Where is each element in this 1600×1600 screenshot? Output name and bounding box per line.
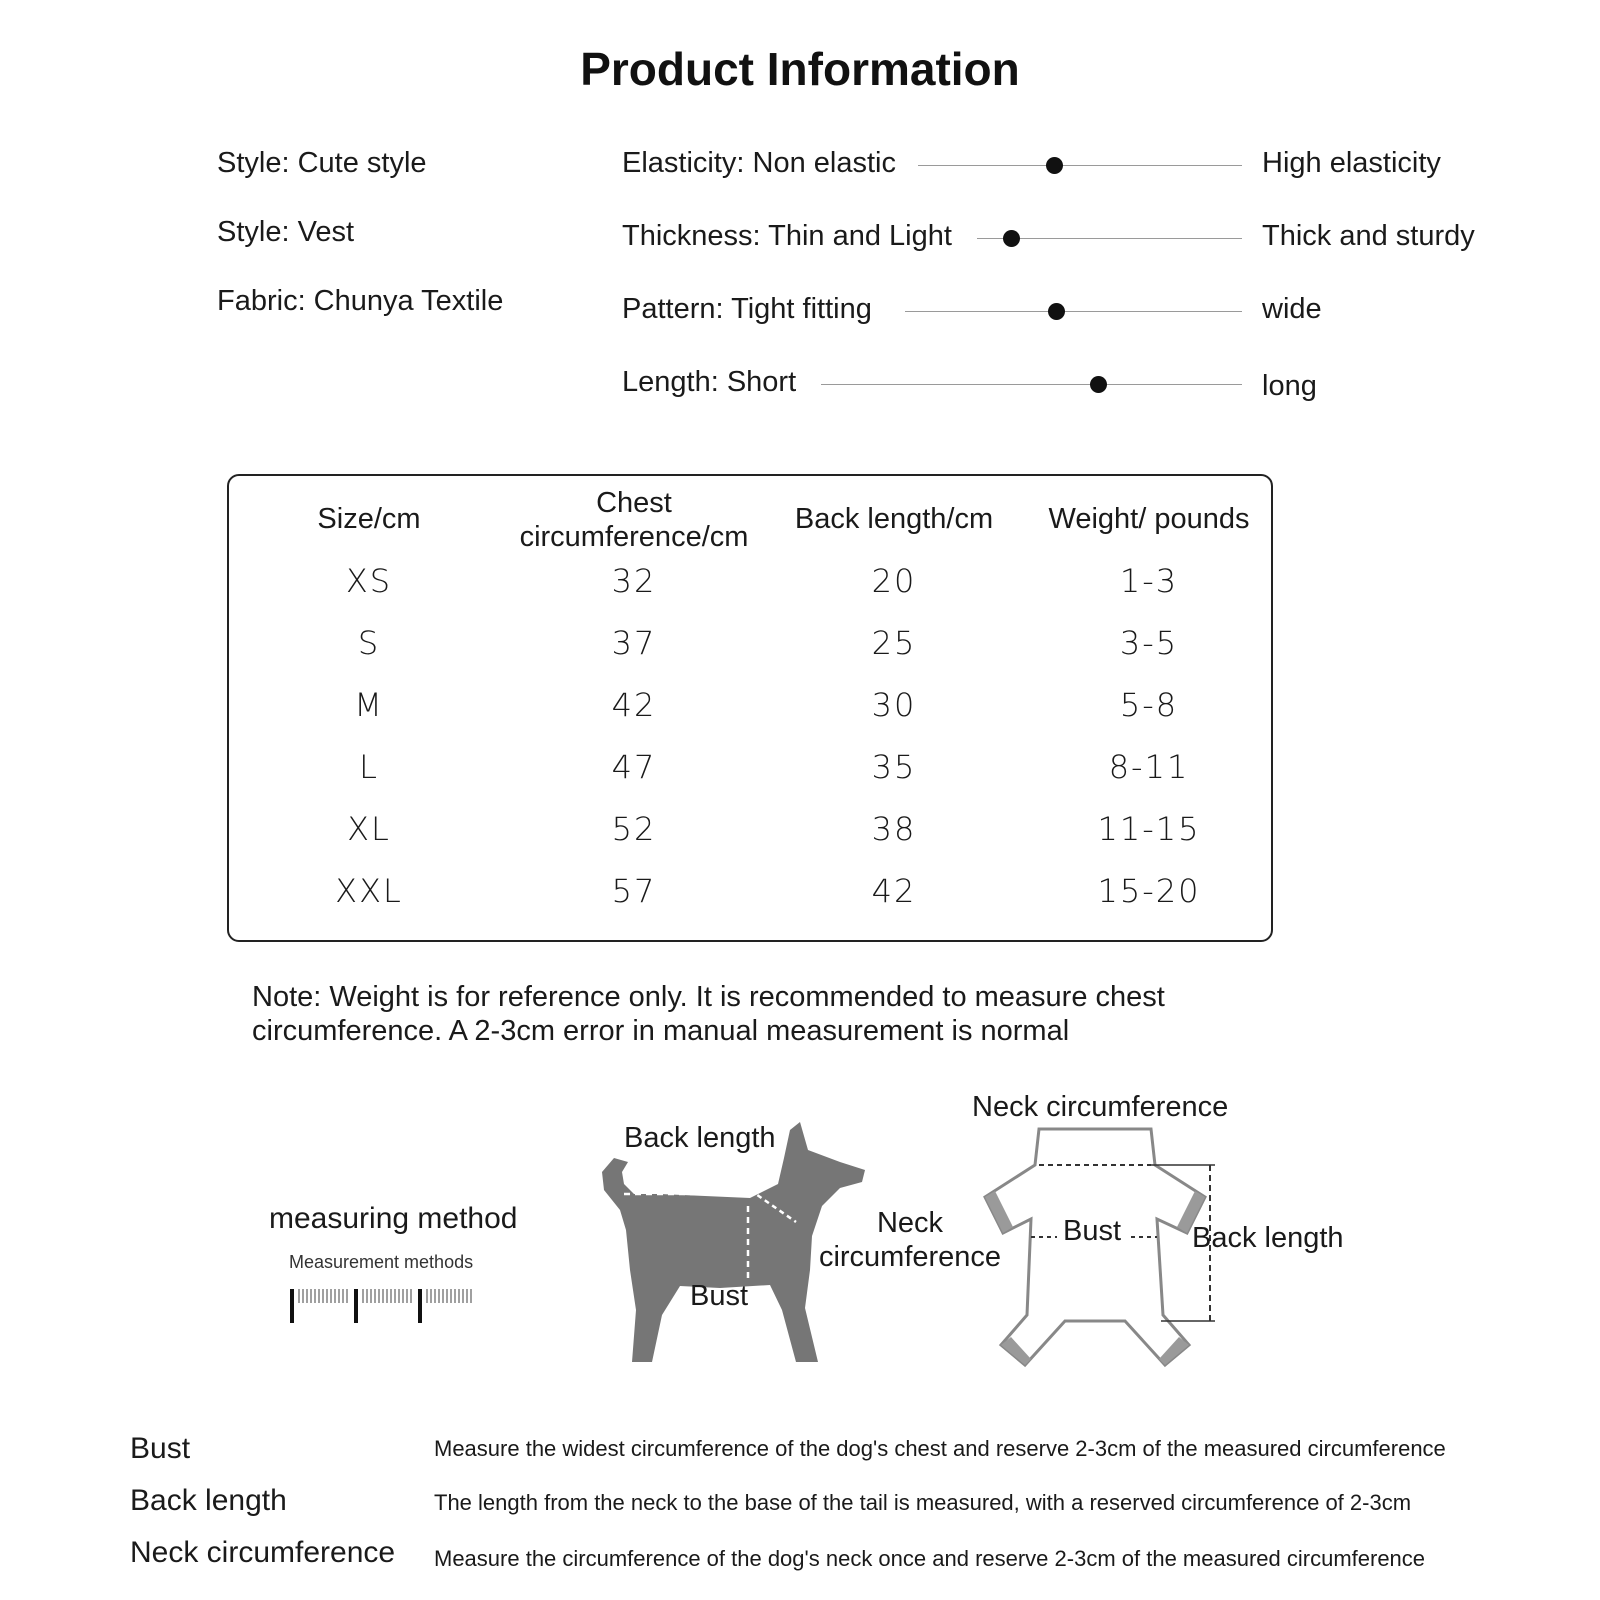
- attribute-style-cute: Style: Cute style: [217, 147, 427, 179]
- dog-back-length-label: Back length: [624, 1122, 776, 1154]
- scale-indicator: [1003, 230, 1020, 247]
- scale-indicator: [1048, 303, 1065, 320]
- cell-size: L: [359, 748, 379, 786]
- column-header-size: Size/cm: [317, 503, 421, 535]
- cell-weight: 15-20: [1097, 872, 1201, 910]
- cell-chest: 52: [611, 810, 657, 848]
- scale-left-label: Pattern: Tight fitting: [622, 293, 872, 325]
- page-title: Product Information: [580, 43, 1020, 95]
- scale-right-label: wide: [1262, 293, 1322, 325]
- cell-chest: 57: [611, 872, 657, 910]
- column-header-weight: Weight/ pounds: [1048, 503, 1250, 535]
- cell-weight: 3-5: [1119, 624, 1179, 662]
- cell-back-length: 38: [871, 810, 917, 848]
- dog-bust-label: Bust: [690, 1280, 749, 1312]
- definition-text: The length from the neck to the base of the tail is measured, with a reserved circumference of 2-3cm: [434, 1490, 1412, 1515]
- scale-track: [918, 165, 1242, 166]
- cell-chest: 37: [611, 624, 657, 662]
- column-header-back-length: Back length/cm: [794, 503, 994, 535]
- scale-track: [821, 384, 1242, 385]
- cell-size: XL: [347, 810, 391, 848]
- garment-bust-label: Bust: [1063, 1215, 1122, 1247]
- scale-left-label: Elasticity: Non elastic: [622, 147, 896, 179]
- note-line: Note: Weight is for reference only. It is recommended to measure chest: [252, 981, 1165, 1013]
- definition-text: Measure the widest circumference of the dog's chest and reserve 2-3cm of the measured circumference: [434, 1436, 1446, 1461]
- cell-chest: 42: [611, 686, 657, 724]
- dog-neck-label: Neck circumference: [818, 1207, 1002, 1273]
- cell-back-length: 42: [871, 872, 917, 910]
- cell-size: M: [354, 686, 384, 724]
- scale-right-label: Thick and sturdy: [1262, 220, 1475, 252]
- scale-left-label: Length: Short: [622, 366, 797, 398]
- cell-chest: 47: [611, 748, 657, 786]
- note-text: [252, 980, 1292, 1048]
- definition-term: Bust: [130, 1432, 191, 1465]
- garment-back-length-label: Back length: [1192, 1222, 1344, 1254]
- definition-term: Neck circumference: [130, 1536, 396, 1569]
- scale-right-label: High elasticity: [1262, 147, 1441, 179]
- column-header-chest: Chest circumference/cm: [519, 487, 749, 553]
- definition-term: Back length: [130, 1484, 287, 1517]
- measuring-method-subtitle: Measurement methods: [289, 1252, 474, 1272]
- garment-neck-label: Neck circumference: [972, 1091, 1229, 1123]
- cell-back-length: 35: [871, 748, 917, 786]
- attribute-fabric: Fabric: Chunya Textile: [217, 285, 504, 317]
- cell-back-length: 30: [871, 686, 917, 724]
- cell-back-length: 20: [871, 562, 917, 600]
- attribute-style-vest: Style: Vest: [217, 216, 355, 248]
- cell-size: S: [357, 624, 381, 662]
- cell-weight: 5-8: [1119, 686, 1179, 724]
- measuring-method-title: measuring method: [269, 1202, 518, 1235]
- scale-indicator: [1046, 157, 1063, 174]
- cell-back-length: 25: [871, 624, 917, 662]
- scale-left-label: Thickness: Thin and Light: [622, 220, 952, 252]
- ruler-icon: [285, 1285, 485, 1325]
- note-line: circumference. A 2-3cm error in manual measurement is normal: [252, 1015, 1070, 1047]
- cell-weight: 8-11: [1108, 748, 1190, 786]
- cell-weight: 11-15: [1097, 810, 1201, 848]
- cell-chest: 32: [611, 562, 657, 600]
- scale-right-label: long: [1262, 370, 1317, 402]
- scale-track: [905, 311, 1242, 312]
- size-table: [227, 474, 1273, 942]
- cell-weight: 1-3: [1119, 562, 1179, 600]
- cell-size: XXL: [335, 872, 403, 910]
- definition-text: Measure the circumference of the dog's neck once and reserve 2-3cm of the measured circumference: [434, 1546, 1426, 1571]
- cell-size: XS: [345, 562, 393, 600]
- scale-indicator: [1090, 376, 1107, 393]
